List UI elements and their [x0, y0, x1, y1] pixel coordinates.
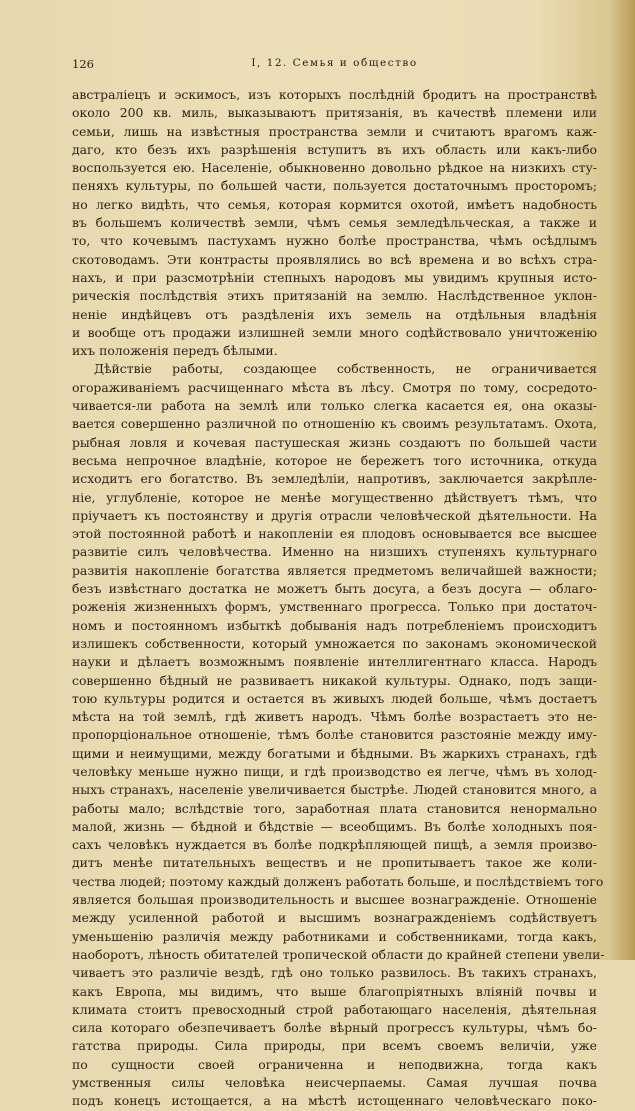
text-line: но легко видѣть, что семья, которая кормится охотой, имѣетъ надобность [72, 196, 597, 212]
text-line: нахъ, и при разсмотрѣніи степныхъ народовъ мы увидимъ крупныя исто- [72, 269, 597, 285]
text-line: то, что кочевымъ пастухамъ нужно болѣе пространства, чѣмъ осѣдлымъ [72, 233, 597, 249]
text-line: пеняхъ культуры, по большей части, пользуется достаточнымъ просторомъ; [72, 178, 597, 194]
text-line: излишекъ собственности, который умножается по законамъ экономической [72, 635, 597, 651]
text-line: ніе, углубленіе, которое не менѣе могущественно дѣйствуетъ тѣмъ, что [72, 489, 597, 505]
text-line: тою культуры родится и остается въ живыхъ людей больше, чѣмъ достаетъ [72, 690, 597, 706]
running-head: I, 12. Семья и общество [251, 57, 418, 69]
text-line: исходитъ его богатство. Въ земледѣліи, напротивъ, заключается закрѣпле- [72, 471, 597, 487]
text-line: огораживаніемъ расчищеннаго мѣста въ лѣсу. Смотря по тому, сосредото- [72, 379, 597, 395]
body-text [72, 86, 605, 1111]
text-line: около 200 кв. миль, выказываютъ притязанія, въ качествѣ племени или [72, 105, 597, 121]
text-line: человѣку меньше нужно пищи, и гдѣ производство ея легче, чѣмъ въ холод- [72, 763, 597, 779]
text-line: работы мало; вслѣдствіе того, заработная плата становится ненормально [72, 800, 597, 816]
text-line: Дѣйствіе работы, создающее собственность, не ограничивается [94, 361, 597, 377]
text-line: какъ Европа, мы видимъ, что выше благопріятныхъ вліяній почвы и [72, 983, 597, 999]
text-line: наоборотъ, лѣность обитателей тропической области до крайней степени увели- [72, 946, 605, 962]
text-line: воспользуется ею. Населеніе, обыкновенно довольно рѣдкое на низкихъ сту- [72, 160, 597, 176]
text-line: между усиленной работой и высшимъ вознагражденіемъ содѣйствуетъ [72, 910, 597, 926]
page-header [72, 57, 597, 73]
text-line: чиваетъ это различіе вездѣ, гдѣ оно только развилось. Въ такихъ странахъ, [72, 965, 597, 981]
text-line: этой постоянной работѣ и накопленіи ея плодовъ основывается все высшее [72, 526, 597, 542]
text-line: безъ извѣстнаго достатка не можетъ быть досуга, а безъ досуга — облаго- [72, 581, 597, 597]
text-line: даго, кто безъ ихъ разрѣшенія вступитъ въ ихъ область или какъ-либо [72, 141, 597, 157]
text-line: ныхъ странахъ, населеніе увеличивается быстрѣе. Людей становится много, а [72, 782, 597, 798]
text-line: науки и дѣлаетъ возможнымъ появленіе интеллигентнаго класса. Народъ [72, 654, 597, 670]
text-line: сахъ человѣкъ нуждается въ болѣе подкрѣпляющей пищѣ, а земля произво- [72, 837, 597, 853]
text-line: подъ конецъ истощается, а на мѣстѣ истощеннаго человѣческаго поко- [72, 1093, 597, 1109]
text-line: пріучаетъ къ постоянству и другія отрасли человѣческой дѣятельности. На [72, 507, 597, 523]
text-line: является большая производительность и высшее вознагражденіе. Отношеніе [72, 892, 597, 908]
text-line: малой, жизнь — бѣдной и бѣдствіе — всеобщимъ. Въ болѣе холодныхъ поя- [72, 818, 597, 834]
text-line: развитія накопленіе богатства является предметомъ величайшей важности; [72, 562, 597, 578]
text-line: щими и неимущими, между богатыми и бѣдными. Въ жаркихъ странахъ, гдѣ [72, 745, 597, 761]
text-line: гатства природы. Сила природы, при всемъ своемъ величіи, уже [72, 1038, 597, 1054]
text-line: уменьшенію различія между работниками и собственниками, тогда какъ, [72, 928, 597, 944]
text-line: пропорціональное отношеніе, тѣмъ болѣе становится разстояніе между иму- [72, 727, 597, 743]
text-line: рыбная ловля и кочевая пастушеская жизнь создаютъ по большей части [72, 434, 597, 450]
text-line: неніе индѣйцевъ отъ раздѣленія ихъ земель на отдѣльныя владѣнія [72, 306, 597, 322]
text-line: скотоводамъ. Эти контрасты проявлялись во всѣ времена и во всѣхъ стра- [72, 251, 597, 267]
text-line: номъ и постоянномъ избыткѣ добыванія надъ потребленіемъ происходитъ [72, 617, 597, 633]
text-line: австраліецъ и эскимосъ, изъ которыхъ послѣдній бродитъ на пространствѣ [72, 87, 597, 102]
text-line: по сущности своей ограниченна и неподвижна, тогда какъ [72, 1056, 597, 1072]
text-line: ихъ положенія передъ бѣлыми. [72, 343, 278, 359]
text-line: чества людей; поэтому каждый долженъ работать больше, и послѣдствіемъ того [72, 873, 604, 889]
text-line: и вообще отъ продажи излишней земли много содѣйствовало уничтоженію [72, 324, 597, 340]
text-line: умственныя силы человѣка неисчерпаемы. Самая лучшая почва [72, 1075, 597, 1091]
text-line: развитіе силъ человѣчества. Именно на низшихъ ступеняхъ культурнаго [72, 544, 597, 560]
text-line: въ большемъ количествѣ земли, чѣмъ семья земледѣльческая, а также и [72, 215, 597, 231]
text-line: мѣста на той землѣ, гдѣ живетъ народъ. Чѣмъ болѣе возрастаетъ это не- [72, 709, 597, 725]
text-line: рическія послѣдствія этихъ притязаній на землю. Наслѣдственное уклон- [72, 288, 597, 304]
text-line: климата стоитъ превосходный строй работающаго населенія, дѣятельная [72, 1001, 597, 1017]
text-line: семьи, лишь на извѣстныя пространства земли и считаютъ врагомъ каж- [72, 123, 597, 139]
text-line: весьма непрочное владѣніе, которое не бережетъ того источника, откуда [72, 452, 597, 468]
text-line: совершенно бѣдный не развиваетъ никакой культуры. Однако, подъ защи- [72, 672, 597, 688]
text-line: дитъ менѣе питательныхъ веществъ и не пропитываетъ такое же коли- [72, 855, 597, 871]
text-line: сила котораго обезпечиваетъ болѣе вѣрный прогрессъ культуры, чѣмъ бо- [72, 1020, 597, 1036]
text-line: чивается-ли работа на землѣ или только слегка касается ея, она оказы- [72, 398, 597, 414]
text-line: роженія жизненныхъ формъ, умственнаго прогресса. Только при достаточ- [72, 599, 597, 615]
page-number: 126 [72, 57, 94, 71]
text-line: вается совершенно различной по отношенію къ своимъ результатамъ. Охота, [72, 416, 597, 432]
